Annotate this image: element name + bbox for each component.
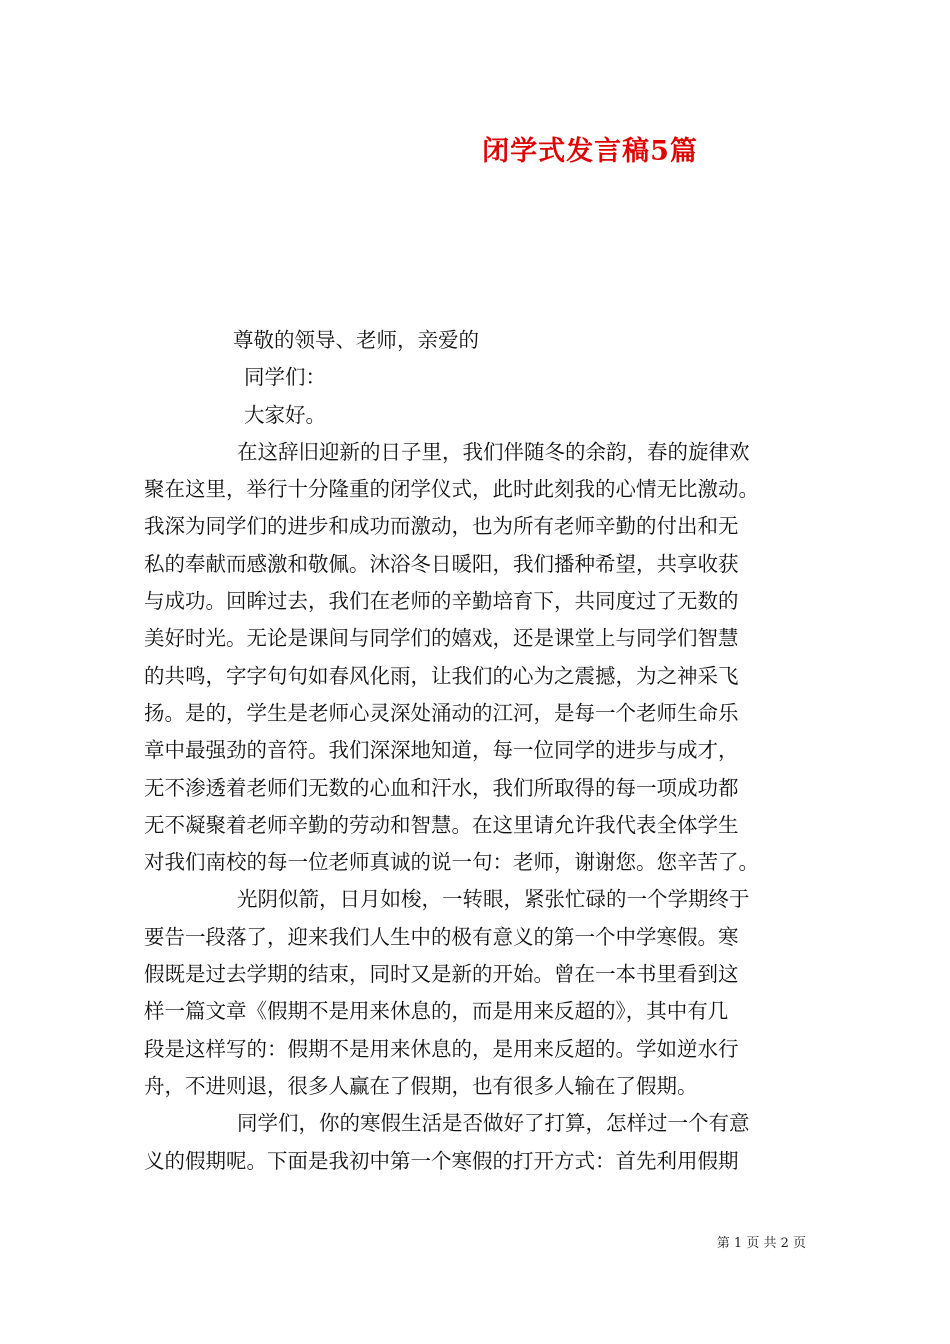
- paragraph-3-line-2: 义的假期呢。下面是我初中第一个寒假的打开方式：首先利用假期: [144, 1148, 739, 1173]
- paragraph-1-line-12: 对我们南校的每一位老师真诚的说一句：老师，谢谢您。您辛苦了。: [144, 850, 759, 875]
- paragraph-1-line-3: 我深为同学们的进步和成功而激动，也为所有老师辛勤的付出和无: [144, 514, 739, 539]
- paragraph-3-line-1: 同学们，你的寒假生活是否做好了打算，怎样过一个有意: [237, 1111, 750, 1136]
- paragraph-1-line-1: 在这辞旧迎新的日子里，我们伴随冬的余韵，春的旋律欢: [237, 439, 750, 464]
- salutation-line-2: 同学们：: [244, 365, 326, 390]
- paragraph-2-line-5: 段是这样写的：假期不是用来休息的，是用来反超的。学如逆水行: [144, 1036, 739, 1061]
- salutation-line-1: 尊敬的领导、老师，亲爱的: [233, 328, 479, 352]
- paragraph-2-line-2: 要告一段落了，迎来我们人生中的极有意义的第一个中学寒假。寒: [144, 924, 739, 949]
- paragraph-1-line-4: 私的奉献而感激和敬佩。沐浴冬日暖阳，我们播种希望，共享收获: [144, 551, 739, 576]
- paragraph-2-line-6: 舟，不进则退，很多人赢在了假期，也有很多人输在了假期。: [144, 1073, 698, 1098]
- document-title: 闭学式发言稿5篇: [482, 136, 698, 167]
- paragraph-1-line-9: 章中最强劲的音符。我们深深地知道，每一位同学的进步与成才，: [144, 738, 739, 763]
- paragraph-1-line-5: 与成功。回眸过去，我们在老师的辛勤培育下，共同度过了无数的: [144, 589, 739, 614]
- document-body: [144, 322, 808, 1180]
- paragraph-1-line-8: 扬。是的，学生是老师心灵深处涌动的江河，是每一个老师生命乐: [144, 700, 739, 725]
- paragraph-1-line-2: 聚在这里，举行十分隆重的闭学仪式，此时此刻我的心情无比激动。: [144, 477, 759, 502]
- paragraph-2-line-4: 样一篇文章《假期不是用来休息的，而是用来反超的》，其中有几: [144, 999, 729, 1024]
- paragraph-2-line-1: 光阴似箭，日月如梭，一转眼，紧张忙碌的一个学期终于: [237, 887, 750, 912]
- paragraph-1-line-7: 的共鸣，字字句句如春风化雨，让我们的心为之震撼，为之神采飞: [144, 663, 739, 688]
- paragraph-2-line-3: 假既是过去学期的结束，同时又是新的开始。曾在一本书里看到这: [144, 962, 739, 987]
- paragraph-1-line-11: 无不凝聚着老师辛勤的劳动和智慧。在这里请允许我代表全体学生: [144, 812, 739, 837]
- greeting-line: 大家好。: [244, 402, 326, 427]
- paragraph-1-line-6: 美好时光。无论是课间与同学们的嬉戏，还是课堂上与同学们智慧: [144, 626, 739, 651]
- page-number-footer: 第 1 页 共 2 页: [716, 1236, 806, 1251]
- paragraph-1-line-10: 无不渗透着老师们无数的心血和汗水，我们所取得的每一项成功都: [144, 775, 739, 800]
